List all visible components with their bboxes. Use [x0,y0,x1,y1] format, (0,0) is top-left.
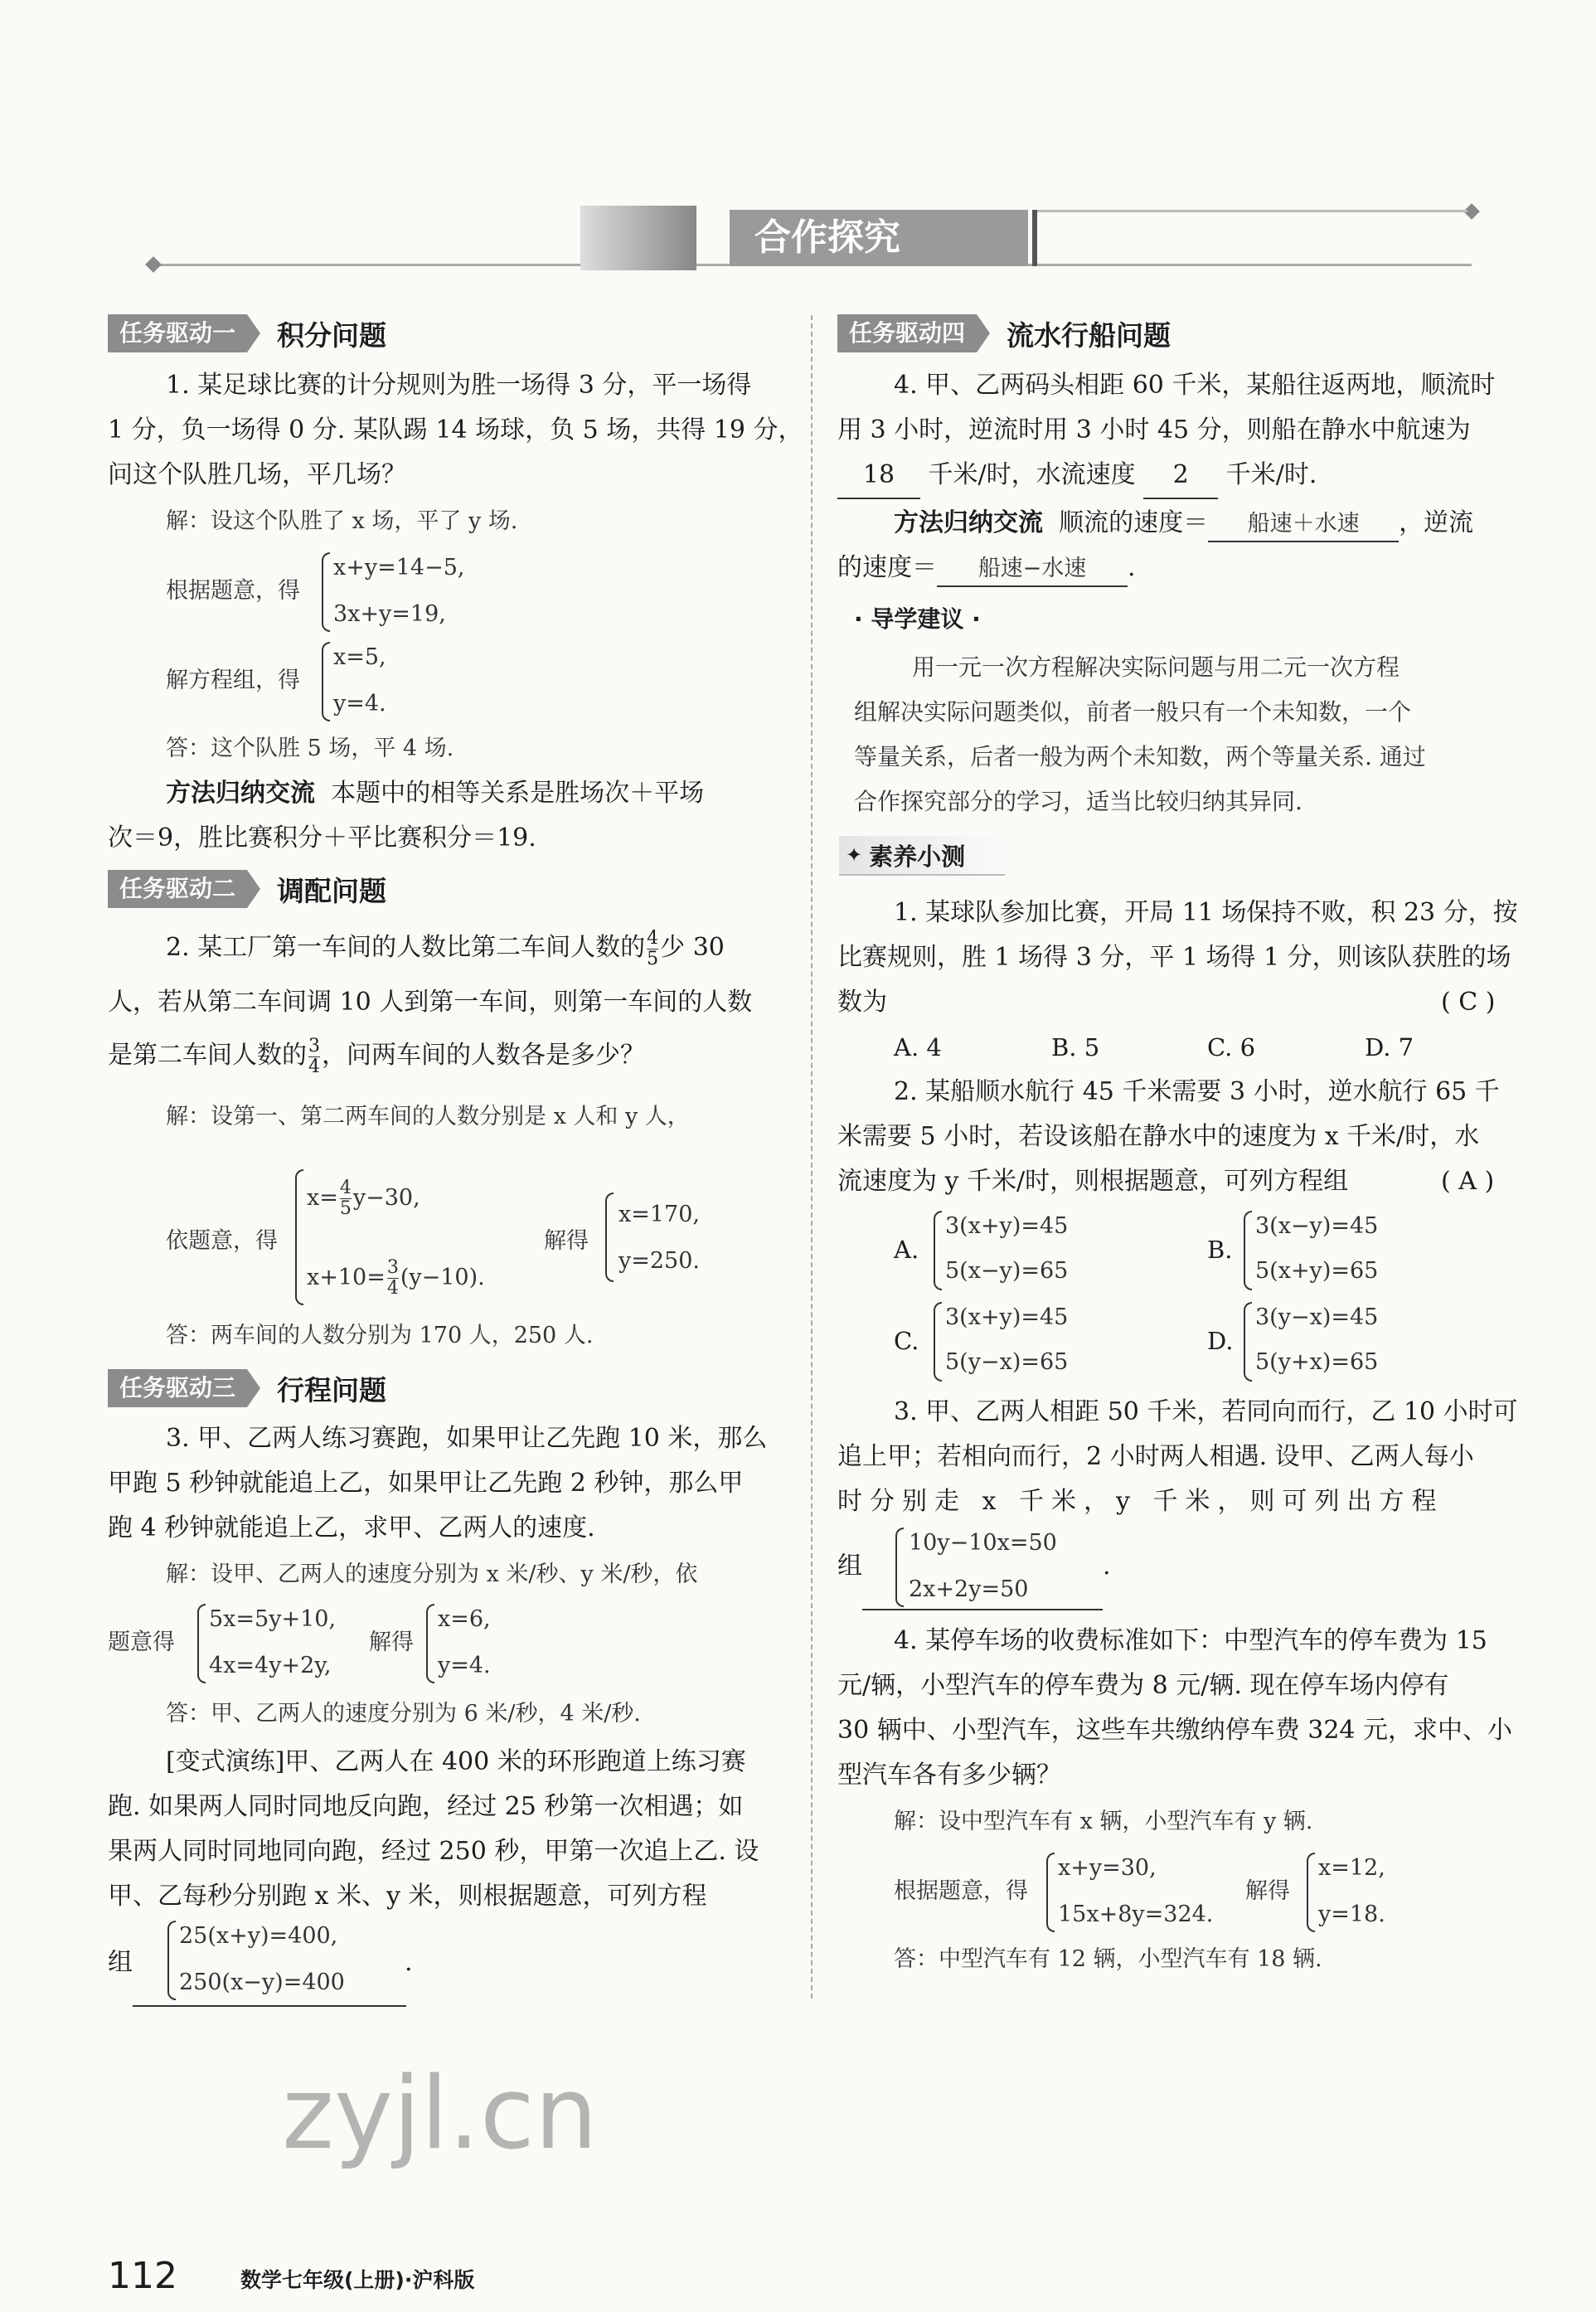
guide-line: 合作探究部分的学习，适当比较归纳其异同. [854,788,1303,815]
question-line: 用 3 小时，逆流时用 3 小时 45 分，则船在静水中航速为 [837,415,1471,444]
equation-brace [1307,1853,1315,1932]
option-brace [1244,1211,1252,1290]
equation: y=4. [333,691,386,716]
equation: 15x+8y=324. [1058,1902,1214,1927]
option-equation: 3(x+y)=45 [945,1304,1069,1330]
answer: 答：中型汽车有 12 辆，小型汽车有 18 辆. [894,1946,1322,1972]
option-equation: 3(x+y)=45 [945,1213,1069,1239]
question-line: 跑 4 秒钟就能追上乙，求甲、乙两人的速度. [108,1513,595,1542]
option-brace [934,1211,942,1290]
question-line: 1. 某球队参加比赛，开局 11 场保持不败，积 23 分，按 [894,898,1518,927]
blank-answer: 船速＋水速 [1208,508,1399,542]
equation: x+y=14−5, [333,555,465,580]
equation-label: 根据题意，得 [166,578,300,604]
equation: x+y=30, [1058,1855,1157,1881]
option: B. 5 [1051,1033,1100,1061]
group-label: 组 [108,1948,133,1977]
method-text: 的速度＝ [837,553,937,582]
task-title: 积分问题 [277,318,387,352]
question-line: 3. 甲、乙两人练习赛跑，如果甲让乙先跑 10 米，那么 [166,1424,768,1453]
fraction [647,929,658,969]
option-label: C. [894,1327,919,1355]
question-line: 4. 甲、乙两码头相距 60 千米，某船往返两地，顺流时 [894,371,1496,400]
group-label: 组 [837,1552,862,1581]
fraction [387,1258,399,1299]
equation-brace [426,1604,434,1683]
solution-intro: 解：设甲、乙两人的速度分别为 x 米/秒、y 米/秒，依 [166,1562,698,1587]
question-text: ，问两车间的人数各是多少？ [322,1041,645,1070]
equation [307,1256,485,1300]
option-label: D. [1207,1327,1234,1355]
equation: y=250. [619,1248,700,1274]
equation-label: 解方程组，得 [166,668,300,693]
tag-arrow-icon [247,1369,260,1407]
question-line: 1. 某足球比赛的计分规则为胜一场得 3 分，平一场得 [166,371,752,400]
denominator: 4 [386,1278,399,1299]
method-line [166,771,704,816]
answer-underline [862,1609,1103,1610]
guide-label: · 导学建议 · [854,605,981,633]
numerator: 4 [339,1178,352,1198]
question-line [166,925,725,970]
question-line: 3. 甲、乙两人相距 50 千米，若同向而行，乙 10 小时可 [894,1397,1518,1426]
question-line: 比赛规则，胜 1 场得 3 分，平 1 场得 1 分，则该队获胜的场 [837,943,1511,972]
quiz-label: 素养小测 [869,842,966,871]
task2-header [108,869,386,909]
section-title: 合作探究 [730,210,1028,266]
question-text: 少 30 [660,933,725,962]
equation-label: 解得 [1245,1878,1290,1904]
equation: 4x=4y+2y, [209,1653,332,1678]
quiz-header [839,836,1005,876]
choice-answer: ( A ) [1441,1167,1495,1196]
task-tag: 任务驱动一 [108,314,247,352]
watermark: zyjl.cn [282,2057,598,2172]
numerator: 4 [647,927,659,949]
task-tag: 任务驱动四 [837,314,977,352]
task-tag: 任务驱动三 [108,1369,247,1407]
header-bar [1032,210,1037,266]
answer: 答：两车间的人数分别为 170 人，250 人. [166,1323,594,1348]
equation: x=6, [438,1606,491,1632]
method-label: 方法归纳交流 [894,508,1043,537]
task1-header [108,313,386,353]
variant-line: 果两人同时同地同向跑，经过 250 秒，甲第一次追上乙. 设 [108,1837,759,1866]
variant-line: 跑. 如果两人同时同地反向跑，经过 25 秒第一次相遇；如 [108,1792,744,1821]
period: . [1103,1552,1111,1581]
guide-line: 用一元一次方程解决实际问题与用二元一次方程 [912,653,1400,681]
question-text: 是第二车间人数的 [108,1041,307,1070]
option-label: A. [894,1236,919,1264]
question-line: 2. 某船顺水航行 45 千米需要 3 小时，逆水航行 65 千 [894,1077,1500,1106]
book-title: 数学七年级(上册)·沪科版 [240,2268,475,2292]
question-line: 甲跑 5 秒钟就能追上乙，如果甲让乙先跑 2 秒钟，那么甲 [108,1469,744,1498]
method-label: 方法归纳交流 [166,779,315,808]
equation-part: x+10= [307,1265,386,1290]
task3-header [108,1368,386,1408]
question-line: 型汽车各有多少辆？ [837,1761,1061,1790]
method-text: ，逆流 [1399,508,1474,537]
numerator: 3 [386,1257,399,1278]
equation-label: 题意得 [108,1630,175,1655]
fraction [340,1178,352,1219]
question-line: 时分别走 x 千米，y 千米，则可列出方程 [837,1487,1444,1516]
equation: x=170, [619,1202,700,1227]
fill-answer: 10y−10x=50 [909,1530,1057,1556]
question-text: 千米/时，水流速度 [928,460,1136,489]
answer: 答：甲、乙两人的速度分别为 6 米/秒，4 米/秒. [166,1701,641,1727]
equation-brace [605,1192,614,1282]
guide-line: 等量关系，后者一般为两个未知数，两个等量关系. 通过 [854,743,1426,770]
task-title: 调配问题 [277,874,387,907]
question-line: 人，若从第二车间调 10 人到第一车间，则第一车间的人数 [108,988,753,1017]
equation: y=18. [1318,1902,1385,1927]
equation-label: 解得 [369,1630,414,1655]
option-equation: 3(x−y)=45 [1255,1213,1379,1239]
question-text: 千米/时. [1225,460,1317,489]
equation-label: 根据题意，得 [894,1878,1028,1904]
solution-intro: 解：设第一、第二两车间的人数分别是 x 人和 y 人， [166,1104,690,1129]
solution-intro: 解：设这个队胜了 x 场，平了 y 场. [166,508,518,534]
denominator: 5 [647,948,659,969]
equation-part: y−30, [352,1185,420,1211]
equation-part: x= [307,1185,338,1211]
option-label: B. [1207,1236,1233,1264]
tag-arrow-icon [247,314,260,352]
fill-answer: 25(x+y)=400, [179,1923,338,1949]
period: . [405,1948,413,1977]
answer: 答：这个队胜 5 场，平 4 场. [166,736,454,761]
option-equation: 5(x+y)=65 [1255,1258,1379,1284]
option-equation: 3(y−x)=45 [1255,1304,1379,1330]
method-line [894,501,1473,546]
tag-arrow-icon [977,314,990,352]
task-title: 流水行船问题 [1007,318,1172,352]
question-line [108,1033,645,1078]
variant-line: [变式演练]甲、乙两人在 400 米的环形跑道上练习赛 [166,1747,746,1776]
option-equation: 5(x−y)=65 [945,1258,1069,1284]
question-line: 追上甲；若相向而行，2 小时两人相遇. 设甲、乙两人每小 [837,1442,1474,1471]
question-line: 30 辆中、小型汽车，这些车共缴纳停车费 324 元，求中、小 [837,1716,1513,1745]
answer-brace [895,1528,904,1607]
equation-brace [322,642,330,721]
answer-underline [133,2005,406,2007]
task-tag: 任务驱动二 [108,870,247,908]
option: C. 6 [1207,1033,1256,1061]
fraction [308,1037,320,1077]
fill-answer: 2x+2y=50 [909,1576,1029,1602]
question-line [837,453,1317,499]
option-brace [934,1302,942,1382]
question-line: 米需要 5 小时，若设该船在静水中的速度为 x 千米/时，水 [837,1122,1480,1151]
option-equation: 5(y−x)=65 [945,1349,1069,1375]
blank-answer: 18 [837,453,920,499]
column-divider [811,315,813,1999]
guide-line: 组解决实际问题类似，前者一般只有一个未知数，一个 [854,698,1412,726]
question-line: 流速度为 y 千米/时，则根据题意，可列方程组 [837,1167,1349,1196]
page-number: 112 [108,2255,177,2297]
blank-answer: 2 [1143,453,1218,499]
denominator: 4 [308,1056,320,1077]
solution-intro: 解：设中型汽车有 x 辆，小型汽车有 y 辆. [894,1809,1313,1834]
equation: 5x=5y+10, [209,1606,337,1632]
blank-answer: 船速−水速 [937,552,1128,587]
answer-brace [167,1921,176,2000]
denominator: 5 [339,1198,352,1219]
method-line: 的速度＝ 船速−水速 . [837,546,1136,590]
question-line: 数为 [837,988,887,1017]
header-dot-left [145,256,162,273]
method-line: 次＝9，胜比赛积分＋平比赛积分＝19. [108,823,536,852]
choice-answer: ( C ) [1441,988,1496,1017]
option-brace [1244,1302,1252,1382]
star-icon: ✦ [846,843,863,867]
header-block [580,206,696,270]
fill-answer: 250(x−y)=400 [179,1970,345,1995]
method-text: 本题中的相等关系是胜场次＋平场 [331,779,705,808]
equation-brace [197,1604,206,1683]
equation: 3x+y=19, [333,601,446,627]
numerator: 3 [308,1035,320,1056]
equation-brace [322,552,330,632]
equation-part: (y−10). [400,1265,485,1290]
option-equation: 5(y+x)=65 [1255,1349,1379,1375]
header-line-right [1036,210,1467,212]
equation: y=4. [438,1653,491,1678]
equation: x=12, [1318,1855,1385,1881]
question-text: 2. 某工厂第一车间的人数比第二车间人数的 [166,933,646,962]
task4-header [837,313,1171,353]
variant-line: 甲、乙每秒分别跑 x 米、y 米，则根据题意，可列方程 [108,1882,707,1911]
equation: x=5, [333,644,386,670]
question-line: 4. 某停车场的收费标准如下：中型汽车的停车费为 15 [894,1626,1487,1655]
option: D. 7 [1365,1033,1414,1061]
equation [307,1176,420,1221]
option: A. 4 [894,1033,942,1061]
equation-brace [295,1169,303,1305]
method-text: 顺流的速度＝ [1059,508,1209,537]
question-line: 元/辆，小型汽车的停车费为 8 元/辆. 现在停车场内停有 [837,1671,1449,1700]
question-line: 1 分，负一场得 0 分. 某队踢 14 场球，负 5 场，共得 19 分， [108,415,803,444]
question-line: 问这个队胜几场，平几场？ [108,460,406,489]
task-title: 行程问题 [277,1373,387,1406]
equation-label: 依题意，得 [166,1228,278,1254]
tag-arrow-icon [247,870,260,908]
equation-label: 解得 [544,1228,589,1254]
equation-brace [1046,1853,1055,1932]
